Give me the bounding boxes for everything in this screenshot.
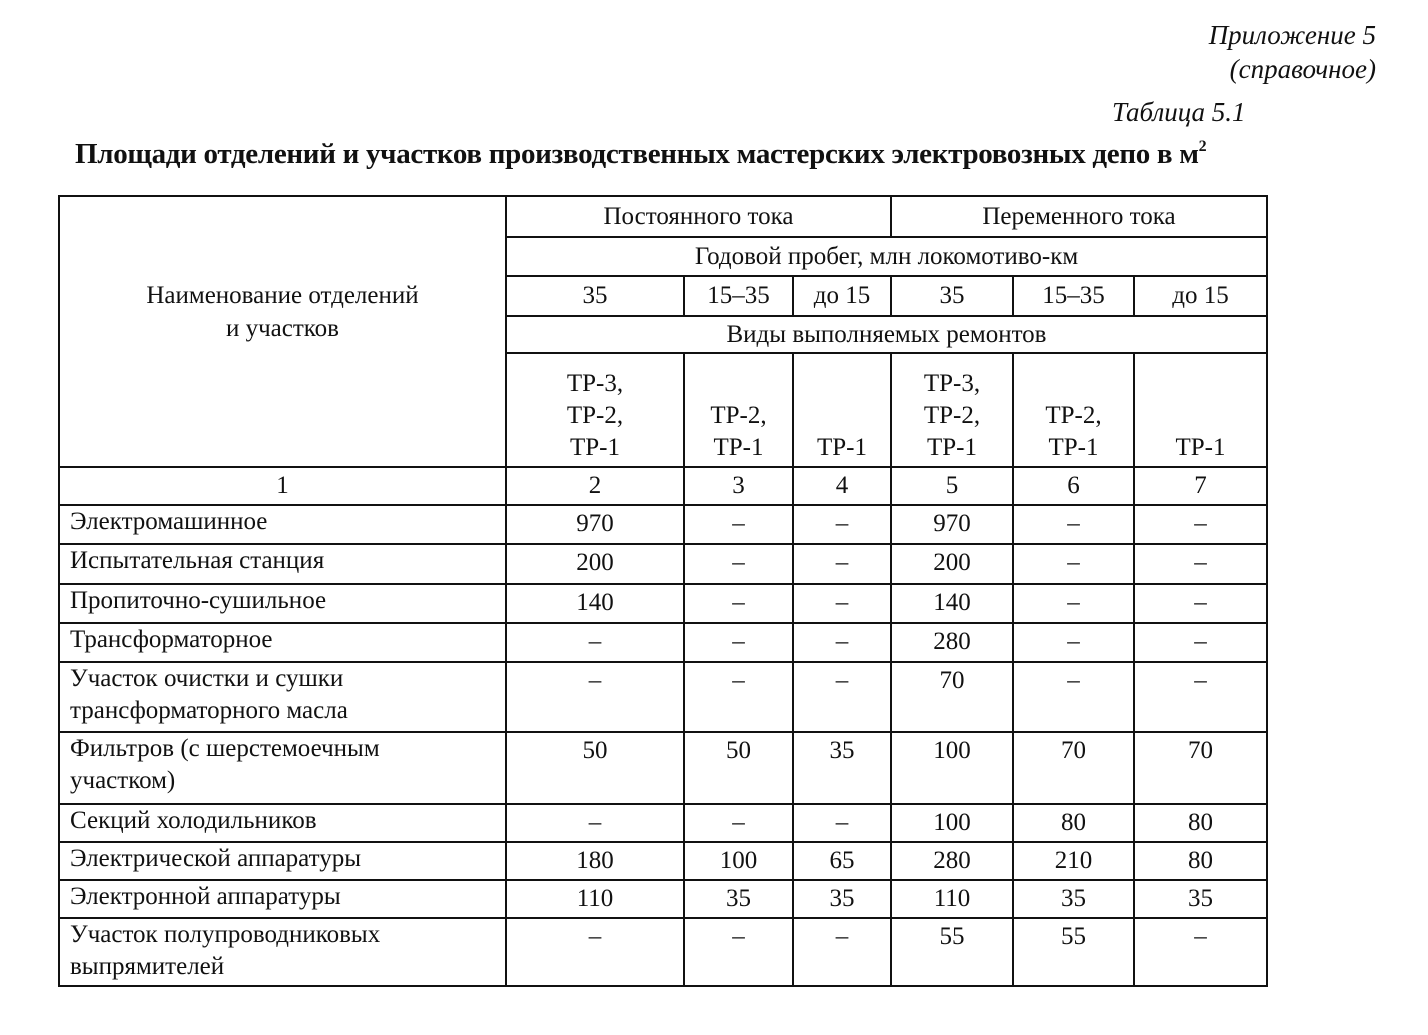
mileage-range-cell: 35 <box>506 276 684 316</box>
department-name-line: Участок очистки и сушки <box>70 665 344 692</box>
column-number: 4 <box>793 467 891 505</box>
table-row <box>59 804 1267 842</box>
repair-type: ТР-2, <box>923 402 981 429</box>
repair-types-cell <box>684 353 793 467</box>
area-value: – <box>684 623 793 662</box>
mileage-range-cell: до 15 <box>1134 276 1267 316</box>
area-value: – <box>1134 918 1267 986</box>
area-value: 280 <box>891 842 1013 880</box>
table-row <box>59 918 1267 986</box>
areas-table <box>58 195 1268 987</box>
area-value: 140 <box>891 584 1013 623</box>
area-value: 70 <box>1134 732 1267 804</box>
area-value: 35 <box>684 880 793 918</box>
area-value: 50 <box>506 732 684 804</box>
table-row <box>59 505 1267 544</box>
department-name <box>59 623 506 662</box>
header-mileage: Годовой пробег, млн локомотиво-км <box>506 237 1267 276</box>
area-value: – <box>793 804 891 842</box>
department-name <box>59 918 506 986</box>
area-value: 100 <box>891 732 1013 804</box>
title-superscript: 2 <box>1198 138 1207 155</box>
repair-type: ТР-2, <box>566 402 624 429</box>
department-name-line: трансформаторного масла <box>70 697 348 724</box>
department-name-line: Участок полупроводниковых <box>70 921 381 948</box>
area-value: – <box>684 544 793 584</box>
area-value: – <box>506 623 684 662</box>
name-header-line1: Наименование отделений <box>146 281 419 309</box>
area-value: – <box>1134 544 1267 584</box>
column-number: 5 <box>891 467 1013 505</box>
area-value: – <box>793 584 891 623</box>
repair-types-cell <box>793 353 891 467</box>
area-value: – <box>684 505 793 544</box>
repair-types-cell <box>1013 353 1134 467</box>
appendix-label <box>1209 18 1376 86</box>
area-value: – <box>1013 544 1134 584</box>
area-value: – <box>1013 623 1134 662</box>
area-value: 55 <box>891 918 1013 986</box>
area-value: – <box>506 918 684 986</box>
repair-type: ТР-1 <box>1048 434 1099 461</box>
header-row-current <box>59 196 1267 237</box>
department-name <box>59 544 506 584</box>
area-value: 35 <box>793 880 891 918</box>
repair-type: ТР-1 <box>1175 434 1226 461</box>
department-name <box>59 662 506 732</box>
area-value: 110 <box>506 880 684 918</box>
department-name <box>59 505 506 544</box>
repair-type: ТР-2, <box>710 402 767 429</box>
area-value: 180 <box>506 842 684 880</box>
mileage-range-cell: 35 <box>891 276 1013 316</box>
area-value: 65 <box>793 842 891 880</box>
table-row <box>59 732 1267 804</box>
repair-types-cell <box>891 353 1013 467</box>
name-header-line2: и участков <box>225 314 339 342</box>
department-name <box>59 584 506 623</box>
area-value: 35 <box>1013 880 1134 918</box>
area-value: 210 <box>1013 842 1134 880</box>
area-value: 280 <box>891 623 1013 662</box>
area-value: – <box>684 662 793 732</box>
area-value: 970 <box>891 505 1013 544</box>
area-value: – <box>684 918 793 986</box>
area-value: 35 <box>793 732 891 804</box>
repair-types-cell <box>1134 353 1267 467</box>
department-name-line: Секций холодильников <box>70 807 317 834</box>
repair-type: ТР-1 <box>570 434 620 461</box>
department-name-line: Пропиточно-сушильное <box>70 587 327 614</box>
department-name <box>59 880 506 918</box>
column-number: 6 <box>1013 467 1134 505</box>
area-value: – <box>793 623 891 662</box>
area-value: – <box>793 544 891 584</box>
header-direct-current: Постоянного тока <box>506 196 891 237</box>
column-number: 7 <box>1134 467 1267 505</box>
repair-type: ТР-1 <box>817 434 867 461</box>
area-value: 55 <box>1013 918 1134 986</box>
area-value: 80 <box>1134 804 1267 842</box>
table-title-text: Площади отделений и участков производственных мастерских электровозных депо в м <box>75 138 1199 170</box>
department-name-line: Трансформаторное <box>70 626 273 653</box>
department-name <box>59 842 506 880</box>
area-value: – <box>1134 623 1267 662</box>
area-value: – <box>1013 584 1134 623</box>
table-row <box>59 584 1267 623</box>
department-name-line: Испытательная станция <box>70 547 325 574</box>
area-value: – <box>1134 662 1267 732</box>
area-value: – <box>684 804 793 842</box>
table-number: Таблица 5.1 <box>1112 97 1246 127</box>
area-value: 80 <box>1134 842 1267 880</box>
table-row <box>59 544 1267 584</box>
area-value: – <box>1013 662 1134 732</box>
area-value: 140 <box>506 584 684 623</box>
appendix-type: (справочное) <box>1229 54 1376 84</box>
table-row <box>59 662 1267 732</box>
repair-type: ТР-1 <box>713 434 764 461</box>
area-value: – <box>1134 584 1267 623</box>
area-value: 970 <box>506 505 684 544</box>
department-name-line: Фильтров (с шерстемоечным <box>70 735 380 762</box>
area-value: – <box>506 662 684 732</box>
area-value: 70 <box>891 662 1013 732</box>
repair-types-cell <box>506 353 684 467</box>
mileage-range-cell: 15–35 <box>1013 276 1134 316</box>
appendix-number: Приложение 5 <box>1208 20 1376 50</box>
area-value: – <box>1134 505 1267 544</box>
area-value: – <box>1013 505 1134 544</box>
area-value: – <box>793 662 891 732</box>
header-alternating-current: Переменного тока <box>891 196 1267 237</box>
area-value: – <box>793 505 891 544</box>
area-value: 70 <box>1013 732 1134 804</box>
area-value: 200 <box>891 544 1013 584</box>
area-value: – <box>506 804 684 842</box>
table-row <box>59 842 1267 880</box>
area-value: – <box>793 918 891 986</box>
repair-type: ТР-1 <box>927 434 977 461</box>
column-numbers-row <box>59 467 1267 505</box>
department-name-line: выпрямителей <box>70 953 225 980</box>
area-value: 35 <box>1134 880 1267 918</box>
column-number: 1 <box>59 467 506 505</box>
area-value: 100 <box>891 804 1013 842</box>
column-number: 3 <box>684 467 793 505</box>
area-value: 50 <box>684 732 793 804</box>
table-row <box>59 623 1267 662</box>
area-value: 80 <box>1013 804 1134 842</box>
department-name <box>59 732 506 804</box>
table-row <box>59 880 1267 918</box>
department-name-line: Электронной аппаратуры <box>70 883 341 910</box>
name-column-header <box>59 196 506 467</box>
table-title <box>75 138 1206 171</box>
repair-type: ТР-3, <box>923 370 981 397</box>
department-name-line: участком) <box>70 767 176 794</box>
mileage-range-cell: 15–35 <box>684 276 793 316</box>
department-name-line: Электрической аппаратуры <box>70 845 362 872</box>
area-value: 100 <box>684 842 793 880</box>
area-value: 110 <box>891 880 1013 918</box>
repair-type: ТР-2, <box>1045 402 1102 429</box>
department-name-line: Электромашинное <box>70 508 268 535</box>
header-repair-types: Виды выполняемых ремонтов <box>506 316 1267 353</box>
mileage-range-cell: до 15 <box>793 276 891 316</box>
repair-type: ТР-3, <box>566 370 624 397</box>
area-value: – <box>684 584 793 623</box>
column-number: 2 <box>506 467 684 505</box>
area-value: 200 <box>506 544 684 584</box>
department-name <box>59 804 506 842</box>
